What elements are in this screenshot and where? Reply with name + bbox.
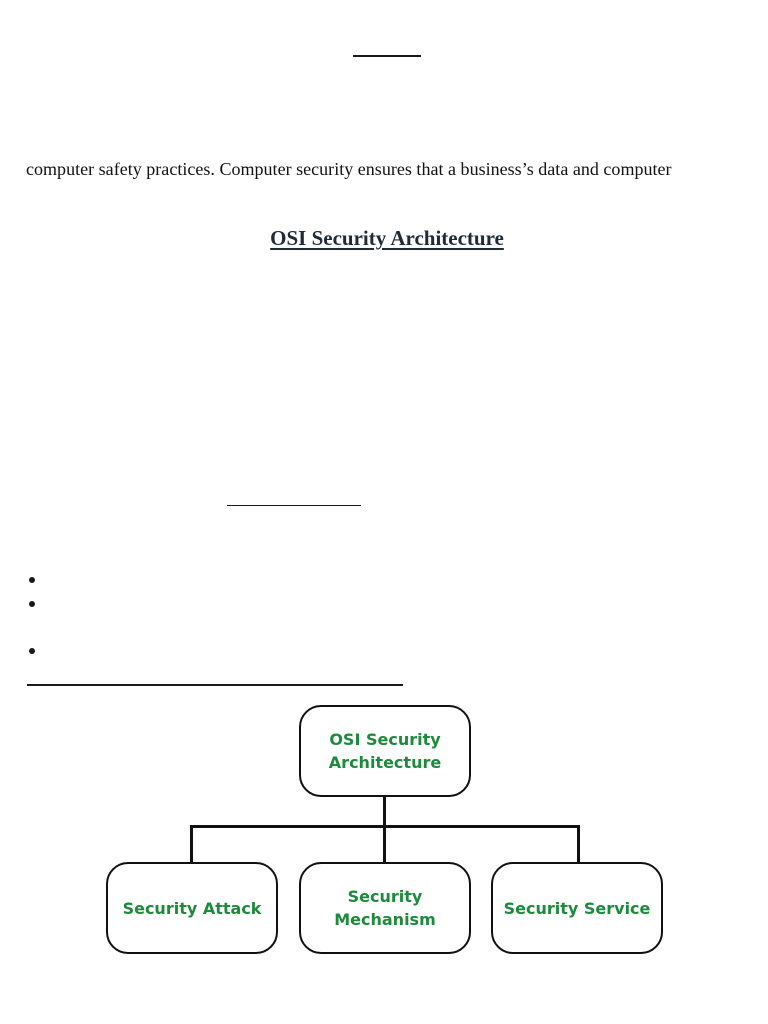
node-security-mechanism (299, 862, 471, 954)
bullet-point (29, 648, 35, 654)
underline-fragment (227, 505, 361, 506)
node-security-attack (106, 862, 278, 954)
connector-line (383, 797, 386, 863)
connector-line (577, 825, 580, 863)
underline-fragment (27, 684, 403, 686)
node-osi-security-architecture (299, 705, 471, 797)
node-label-line: Security Service (503, 898, 651, 918)
title-underline-fragment (353, 55, 421, 57)
bullet-point (29, 577, 35, 583)
node-label-line: Security (347, 887, 423, 906)
node-label-line: Mechanism (334, 910, 436, 929)
node-security-service (491, 862, 663, 954)
bullet-point (29, 601, 35, 607)
section-heading: OSI Security Architecture (270, 226, 504, 250)
node-label-line: Architecture (328, 753, 442, 772)
connector-line (190, 825, 193, 863)
node-label-line: OSI Security (329, 730, 441, 749)
node-label-line: Security Attack (122, 898, 262, 918)
body-text-line: computer safety practices. Computer security ensures that a business’s data and computer (26, 159, 672, 179)
connector-line (190, 825, 580, 828)
